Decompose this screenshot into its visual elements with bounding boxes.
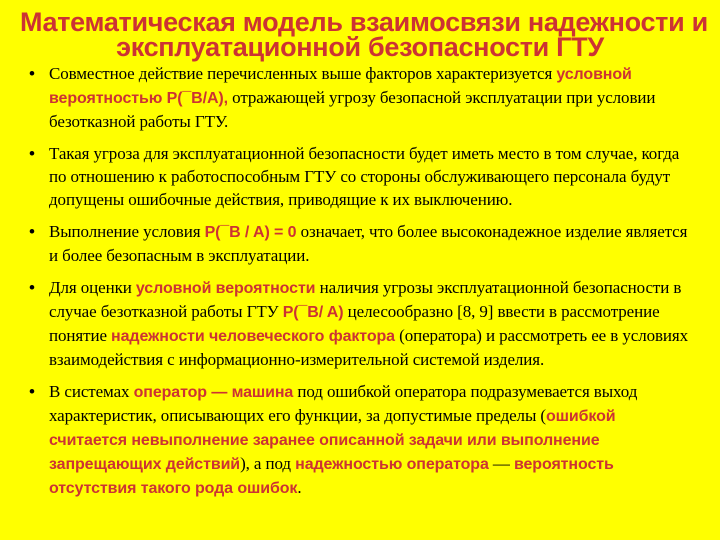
title-line-1: Математическая модель взаимосвязи надежности и (20, 7, 708, 37)
highlighted-term: P(¯B / A) = 0 (204, 224, 297, 241)
highlighted-term: условной вероятности (135, 280, 316, 297)
title-line-2: эксплуатационной безопасности ГТУ (116, 32, 604, 62)
bullet-text: — (488, 454, 514, 473)
bullet-text: отражающей угрозу безопасной эксплуатации при условии безотказной работы ГТУ. (49, 88, 656, 131)
highlighted-term: вероятность отсутствия такого рода ошибок (49, 456, 614, 497)
bullet-dot-icon: • (29, 222, 35, 241)
bullet-list (0, 62, 690, 509)
highlighted-term: надежностью оператора (295, 456, 489, 473)
bullet-text: Совместное действие перечисленных выше факторов характеризуется (49, 64, 557, 83)
bullet-dot-icon: • (29, 278, 35, 297)
bullet-dot-icon: • (29, 64, 35, 83)
bullet-text: . (297, 478, 302, 497)
bullet-text: (оператора) и рассмотреть ее в условиях взаимодействия с информационно-измерительной системой изделия. (49, 326, 689, 369)
highlighted-term: P(¯B/ A) (282, 304, 344, 321)
highlighted-term: ошибкой считается невыполнение заранее описанной задачи или выполнение запрещающих действий (49, 408, 616, 473)
bullet-text: наличия угрозы эксплуатационной безопасности в случае безотказной работы ГТУ (49, 278, 682, 321)
bullet-text: Выполнение условия (49, 222, 205, 241)
bullet-dot-icon: • (29, 382, 35, 401)
bullet-item (0, 276, 690, 371)
bullet-text: целесообразно [8, 9] ввести в рассмотрение понятие (49, 302, 660, 345)
highlighted-term: условной вероятностью P(¯B/A), (49, 66, 632, 107)
slide-title (20, 7, 708, 62)
bullet-item (0, 380, 690, 500)
bullet-item (0, 220, 690, 267)
bullet-text: ), а под (240, 454, 296, 473)
bullet-item (0, 142, 690, 211)
bullet-text: под ошибкой оператора подразумевается выход характеристик, описывающих его функции, за допустимые пределы ( (49, 382, 638, 425)
bullet-dot-icon: • (29, 144, 35, 163)
bullet-text: В системах (49, 382, 134, 401)
highlighted-term: оператор — машина (133, 384, 294, 401)
bullet-text: Такая угроза для эксплуатационной безопасности будет иметь место в том случае, когда по отношению к работоспособным ГТУ со стороны обслуживающего персонала будут допущены ошибочные действия, приводящие к их выключению. (49, 144, 680, 209)
bullet-text: означает, что более высоконадежное изделие является и более безопасным в эксплуатации. (49, 222, 688, 265)
highlighted-term: надежности человеческого фактора (111, 328, 395, 345)
bullet-item (0, 62, 690, 133)
bullet-text: Для оценки (49, 278, 136, 297)
